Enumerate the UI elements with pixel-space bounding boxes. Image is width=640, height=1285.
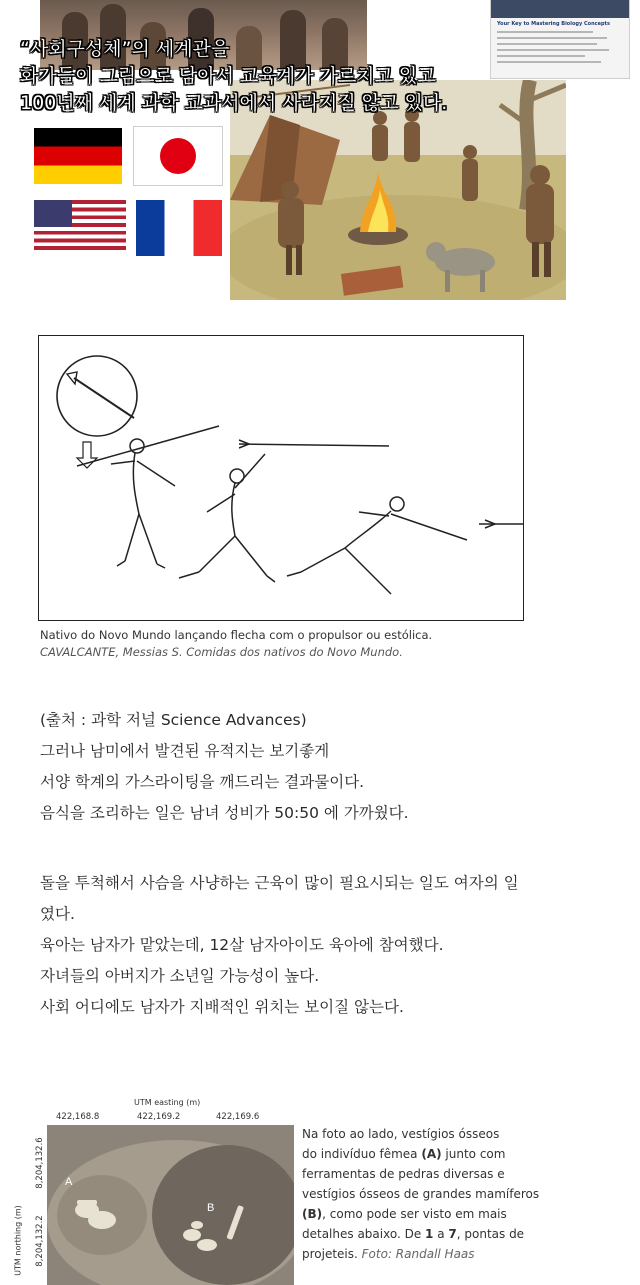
article-line: 그러나 남미에서 발견된 유적지는 보기좋게 [40, 742, 330, 760]
y-tick: 8,204,132.2 [35, 1215, 45, 1267]
article-line: 육아는 남자가 맡았는데, 12살 남자아이도 육아에 참여했다. [40, 936, 444, 954]
caption-ref-a: (A) [421, 1147, 442, 1161]
article-line: 였다. [40, 905, 75, 923]
japan-flag [133, 126, 223, 186]
caption-text: junto com [441, 1147, 506, 1161]
y-tick: 8,204,132.6 [35, 1137, 45, 1189]
x-axis-title: UTM easting (m) [134, 1098, 201, 1107]
caption-text: ferramentas de pedras diversas e [302, 1167, 505, 1181]
x-tick: 422,169.2 [137, 1112, 181, 1122]
label-a: A [65, 1176, 73, 1188]
caption-text: do indivíduo fêmea [302, 1147, 422, 1161]
label-b: B [207, 1202, 215, 1214]
france-flag [136, 200, 222, 256]
x-tick: 422,168.8 [56, 1112, 100, 1122]
book-banner [491, 0, 629, 18]
caption-text: Na foto ao lado, vestígios ósseos [302, 1127, 500, 1141]
overlay-line-1: “사회구성체”의 세계관을 [20, 38, 230, 60]
caption-num: 7 [448, 1227, 457, 1241]
article-line: 사회 어디에도 남자가 지배적인 위치는 보이질 않는다. [40, 998, 404, 1016]
overlay-line-2: 화가들이 그림으로 담아서 교육계가 가르치고 있고 [20, 65, 436, 87]
caption-ref-b: (B) [302, 1207, 323, 1221]
caption-text: projeteis. [302, 1247, 362, 1261]
article-line: 서양 학계의 가스라이팅을 깨드리는 결과물이다. [40, 773, 365, 791]
burial-pit-photo [47, 1125, 294, 1285]
article-line: 음식을 조리하는 일은 남녀 성비가 50:50 에 가까웠다. [40, 804, 409, 822]
article-line: 돌을 투척해서 사슴을 사냥하는 근육이 많이 필요시되는 일도 여자의 일 [40, 874, 519, 892]
caption-text: , pontas de [456, 1227, 525, 1241]
article-block-2 [40, 868, 600, 1023]
usa-flag [34, 200, 126, 250]
caption-text: a [433, 1227, 449, 1241]
overlay-line-3: 100년째 세계 과학 교과서에서 사라지질 않고 있다. [20, 92, 448, 114]
x-tick: 422,169.6 [216, 1112, 260, 1122]
germany-flag [34, 128, 122, 184]
photo-caption [302, 1124, 562, 1264]
book-title: Your Key to Mastering Biology Concepts [497, 21, 610, 27]
article-source: (출처 : 과학 저널 Science Advances) [40, 711, 307, 729]
caption-citation: CAVALCANTE, Messias S. Comidas dos nativos do Novo Mundo. [40, 645, 403, 659]
y-axis-title: UTM northing (m) [13, 1205, 23, 1276]
photo-credit: Foto: Randall Haas [361, 1247, 475, 1261]
spear-thrower-illustration [38, 335, 524, 621]
overlay-caption [20, 36, 620, 117]
article-line: 자녀들의 아버지가 소년일 가능성이 높다. [40, 967, 320, 985]
caption-num: 1 [425, 1227, 434, 1241]
caption-text: vestígios ósseos de grandes mamíferos [302, 1187, 540, 1201]
caption-text: detalhes abaixo. De [302, 1227, 426, 1241]
caption-text: , como pode ser visto em mais [322, 1207, 507, 1221]
illustration-caption [40, 627, 432, 661]
article-block-1 [40, 705, 600, 829]
caption-line-1: Nativo do Novo Mundo lançando flecha com o propulsor ou estólica. [40, 628, 433, 642]
